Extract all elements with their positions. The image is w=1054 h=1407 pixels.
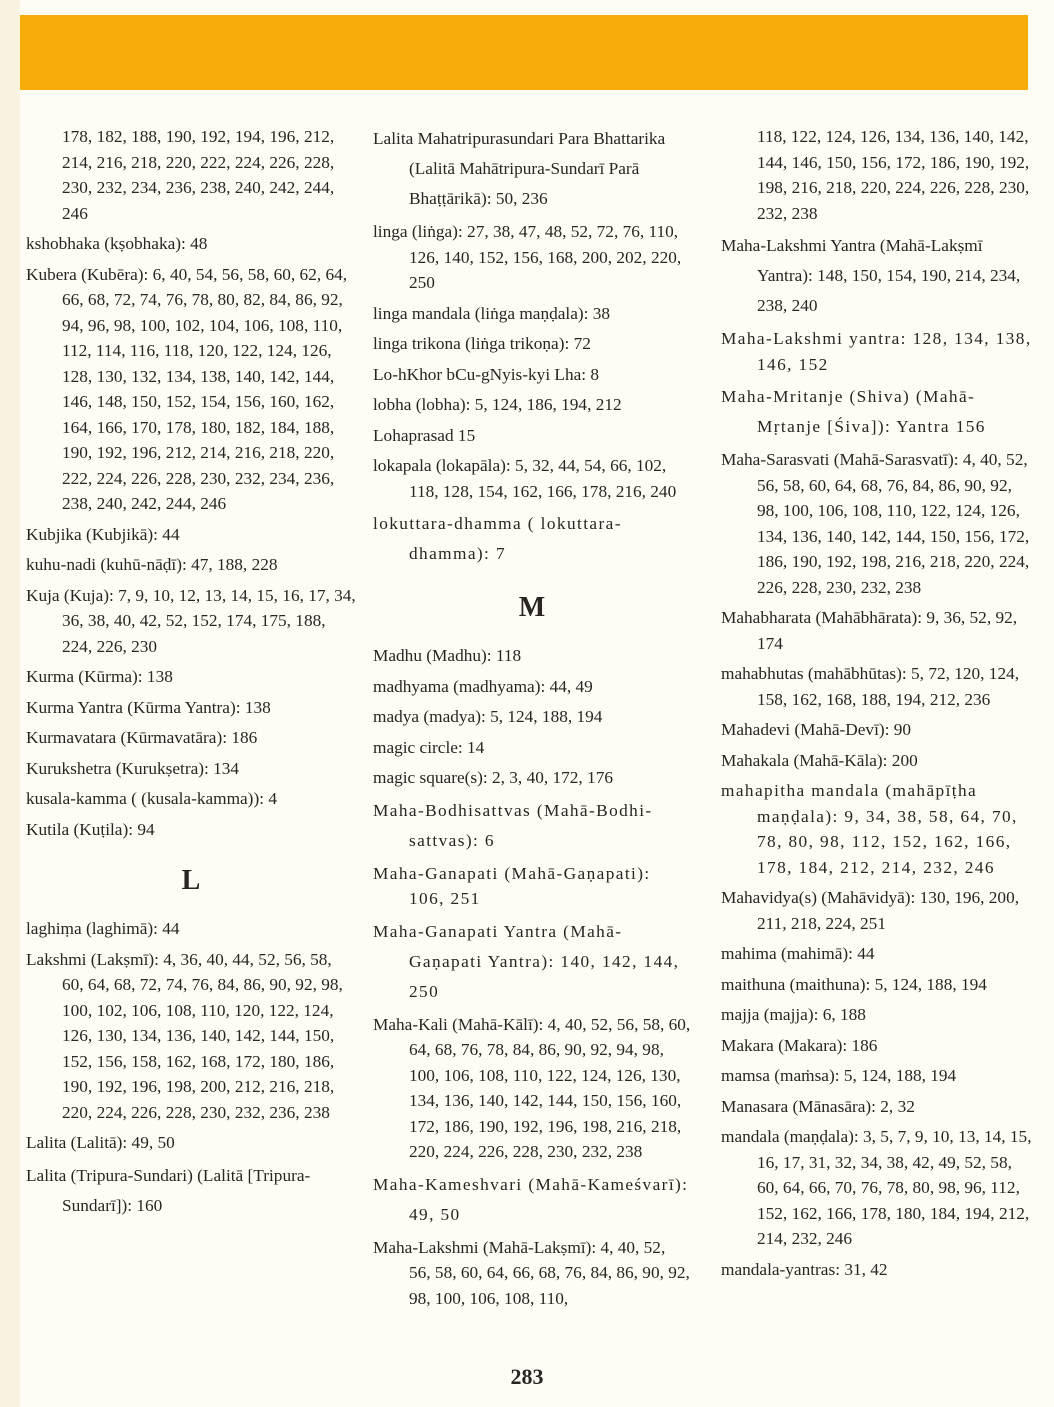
- index-entry: mahapitha mandala (mahāpīṭha maṇḍala): 9, 34, 38, 58, 64, 70, 78, 80, 98, 112, 152, 162, 166, 178, 184, 212, 214, 232, 246: [721, 781, 1018, 877]
- index-entry: Kurukshetra (Kurukṣetra): 134: [26, 758, 240, 778]
- index-entry: mandala-yantras: 31, 42: [721, 1259, 888, 1279]
- index-entry: Maha-Sarasvati (Mahā-Sarasvatī): 4, 40, 52, 56, 58, 60, 64, 68, 76, 84, 86, 90, 92, 98, 100, 106, 108, 110, 122, 124, 126, 134, 136, 140, 142, 144, 150, 156, 172, 186, 190, 192, 198, 216, 218, 220, 224, 226, 228, 230, 232, 238: [721, 450, 1030, 597]
- index-entry: kusala-kamma ( (kusala-kamma)): 4: [26, 789, 277, 808]
- index-entry: Manasara (Mānasāra): 2, 32: [721, 1096, 915, 1116]
- index-entry: magic square(s): 2, 3, 40, 172, 176: [373, 768, 613, 787]
- index-entry-continuation: 178, 182, 188, 190, 192, 194, 196, 212, 214, 216, 218, 220, 222, 224, 226, 228, 230, 232, 234, 236, 238, 240, 242, 244, 246: [62, 127, 335, 223]
- index-entry: madhyama (madhyama): 44, 49: [373, 676, 593, 696]
- index-entry: Lakshmi (Lakṣmī): 4, 36, 40, 44, 52, 56, 58, 60, 64, 68, 72, 74, 76, 84, 86, 90, 92, 98, 100, 102, 106, 108, 110, 120, 122, 124, 126, 130, 134, 136, 140, 142, 144, 150, 152, 156, 158, 162, 168, 172, 180, 186, 190, 192, 196, 198, 200, 212, 216, 218, 220, 224, 226, 228, 230, 232, 236, 238: [26, 949, 343, 1122]
- index-entry: kuhu-nadi (kuhū-nāḍī): 47, 188, 228: [26, 555, 278, 574]
- index-entry: Maha-Mritanje (Shiva) (Mahā-Mṛtanje [Śiva]): Yantra 156: [721, 387, 986, 436]
- index-entry: Kutila (Kuṭila): 94: [26, 819, 155, 839]
- index-entry: mamsa (maṁsa): 5, 124, 188, 194: [721, 1066, 957, 1085]
- index-entry: maithuna (maithuna): 5, 124, 188, 194: [721, 974, 987, 994]
- header-banner: [20, 15, 1028, 90]
- index-entry: Madhu (Madhu): 118: [373, 646, 522, 665]
- index-entry: Maha-Kameshvari (Mahā-Kameśvarī): 49, 50: [373, 1174, 689, 1224]
- index-entry: linga mandala (liṅga maṇḍala): 38: [373, 303, 611, 323]
- index-entry: linga (liṅga): 27, 38, 47, 48, 52, 72, 76, 110, 126, 140, 152, 156, 168, 200, 202, 220, 250: [373, 222, 682, 292]
- section-letter: L: [181, 865, 201, 896]
- section-letter: M: [518, 592, 546, 623]
- index-entry: Lalita (Lalitā): 49, 50: [26, 1133, 175, 1152]
- index-entry: madya (madya): 5, 124, 188, 194: [373, 707, 603, 726]
- index-entry: Lohaprasad 15: [373, 425, 476, 445]
- index-entry: kshobhaka (kṣobhaka): 48: [26, 234, 208, 253]
- index-entry: Lalita (Tripura-Sundari) (Lalitā [Tripura-Sundarī]): 160: [26, 1165, 311, 1215]
- page-edge-shade: [0, 0, 20, 1407]
- index-entry: Maha-Ganapati Yantra (Mahā-Gaṇapati Yantra): 140, 142, 144, 250: [373, 921, 680, 1001]
- index-entry: Maha-Lakshmi yantra: 128, 134, 138, 146, 152: [721, 329, 1032, 374]
- index-entry: Makara (Makara): 186: [721, 1035, 878, 1055]
- index-entry: Kurma Yantra (Kūrma Yantra): 138: [26, 697, 271, 717]
- index-entry: mahabhutas (mahābhūtas): 5, 72, 120, 124, 158, 162, 168, 188, 194, 212, 236: [721, 664, 1020, 709]
- index-entry: Maha-Bodhisattvas (Mahā-Bodhi-sattvas): 6: [373, 800, 653, 850]
- index-entry: Mahadevi (Mahā-Devī): 90: [721, 720, 912, 739]
- page-number: 283: [510, 1364, 544, 1389]
- index-column-2: [373, 124, 691, 1316]
- index-entry: mandala (maṇḍala): 3, 5, 7, 9, 10, 13, 14, 15, 16, 17, 31, 32, 34, 38, 42, 49, 52, 58, 60, 64, 66, 70, 76, 78, 80, 98, 96, 112, 152, 162, 166, 178, 180, 184, 194, 212, 214, 232, 246: [721, 1127, 1032, 1248]
- index-entry: Kurmavatara (Kūrmavatāra): 186: [26, 728, 258, 747]
- index-entry: Mahabharata (Mahābhārata): 9, 36, 52, 92, 174: [721, 608, 1018, 653]
- index-entry: Kubera (Kubēra): 6, 40, 54, 56, 58, 60, 62, 64, 66, 68, 72, 74, 76, 78, 80, 82, 84, 86, 92, 94, 96, 98, 100, 102, 104, 106, 108, 110, 112, 114, 116, 118, 120, 122, 124, 126, 128, 130, 132, 134, 138, 140, 142, 144, 146, 148, 150, 152, 154, 156, 160, 162, 164, 166, 170, 178, 180, 182, 184, 188, 190, 192, 196, 212, 214, 216, 218, 220, 222, 224, 226, 228, 230, 232, 234, 236, 238, 240, 242, 244, 246: [26, 264, 348, 513]
- index-entry: majja (majja): 6, 188: [721, 1005, 866, 1024]
- index-entry: Lo-hKhor bCu-gNyis-kyi Lha: 8: [373, 364, 600, 384]
- index-entry: Maha-Ganapati (Mahā-Gaṇapati): 106, 251: [373, 863, 651, 908]
- index-entry: Maha-Kali (Mahā-Kālī): 4, 40, 52, 56, 58, 60, 64, 68, 76, 78, 84, 86, 90, 92, 94, 98, 100, 106, 108, 110, 122, 124, 126, 130, 134, 136, 140, 142, 144, 150, 156, 160, 172, 186, 190, 192, 196, 198, 216, 218, 220, 224, 226, 228, 230, 232, 238: [373, 1014, 691, 1161]
- index-entry: Mahakala (Mahā-Kāla): 200: [721, 750, 918, 770]
- index-column-3: [721, 124, 1036, 1287]
- index-entry: mahima (mahimā): 44: [721, 944, 875, 963]
- index-entry: Kuja (Kuja): 7, 9, 10, 12, 13, 14, 15, 16, 17, 34, 36, 38, 40, 42, 52, 152, 174, 175, 188, 224, 226, 230: [26, 585, 356, 656]
- index-entry: Maha-Lakshmi Yantra (Mahā-Lakṣmī Yantra): 148, 150, 154, 190, 214, 234, 238, 240: [721, 236, 1021, 315]
- index-entry: laghiṃa (laghimā): 44: [26, 919, 180, 938]
- index-entry: Kurma (Kūrma): 138: [26, 667, 173, 686]
- index-entry: linga trikona (liṅga trikoṇa): 72: [373, 334, 591, 353]
- index-column-1: [26, 124, 356, 1226]
- index-entry: Kubjika (Kubjikā): 44: [26, 524, 180, 544]
- index-entry: Maha-Lakshmi (Mahā-Lakṣmī): 4, 40, 52, 56, 58, 60, 64, 66, 68, 76, 84, 86, 90, 92, 98, 100, 106, 108, 110,: [373, 1237, 690, 1308]
- index-entry: Mahavidya(s) (Mahāvidyā): 130, 196, 200, 211, 218, 224, 251: [721, 888, 1020, 933]
- index-entry: Lalita Mahatripurasundari Para Bhattarika (Lalitā Mahātripura-Sundarī Parā Bhaṭṭārikā): 50, 236: [373, 129, 666, 208]
- index-entry: lokuttara-dhamma ( lokuttara-dhamma): 7: [373, 514, 622, 563]
- index-entry-continuation: 118, 122, 124, 126, 134, 136, 140, 142, 144, 146, 150, 156, 172, 186, 190, 192, 198, 216, 218, 220, 224, 226, 228, 230, 232, 238: [757, 127, 1030, 223]
- index-entry: magic circle: 14: [373, 737, 485, 757]
- index-entry: lobha (lobha): 5, 124, 186, 194, 212: [373, 395, 622, 414]
- index-entry: lokapala (lokapāla): 5, 32, 44, 54, 66, 102, 118, 128, 154, 162, 166, 178, 216, 240: [373, 456, 677, 501]
